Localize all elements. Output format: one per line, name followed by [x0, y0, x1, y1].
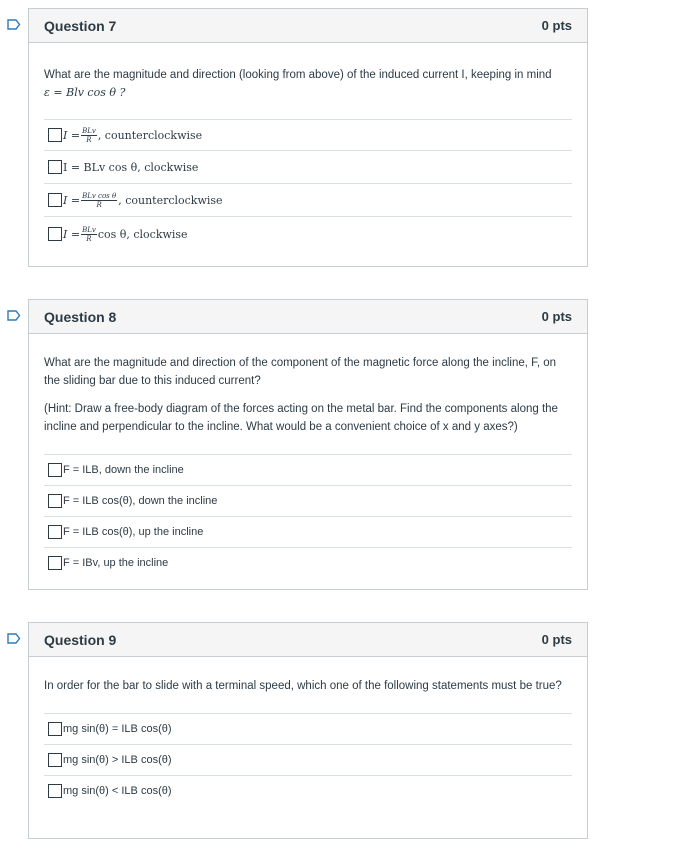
- question-9: [28, 622, 588, 839]
- answer-checkbox[interactable]: [48, 193, 62, 207]
- fraction-denominator: R: [96, 200, 102, 209]
- answer-checkbox[interactable]: [48, 160, 62, 174]
- answer-option[interactable]: [44, 454, 572, 485]
- answer-checkbox[interactable]: [48, 525, 62, 539]
- answer-rest: , counterclockwise: [118, 193, 223, 207]
- answer-lhs: I =: [63, 227, 81, 241]
- question-points: 0 pts: [541, 18, 572, 33]
- question-7: [28, 8, 588, 267]
- question-text: What are the magnitude and direction (looking from above) of the induced current I, keeping in mind: [44, 69, 552, 81]
- question-header: [29, 623, 587, 657]
- answer-option[interactable]: [44, 183, 572, 216]
- fraction-numerator: BLv: [82, 126, 96, 135]
- question-title: Question 8: [44, 308, 117, 325]
- answer-option[interactable]: [44, 775, 572, 806]
- flag-question-8-icon[interactable]: [7, 310, 21, 321]
- answer-option[interactable]: [44, 485, 572, 516]
- fraction-denominator: R: [86, 135, 92, 144]
- answer-label: I = BLv cos θ, clockwise: [63, 160, 199, 174]
- answer-label: mg sin(θ) = ILB cos(θ): [63, 723, 172, 735]
- answer-label: F = ILB, down the incline: [63, 464, 184, 476]
- answer-checkbox[interactable]: [48, 463, 62, 477]
- question-formula: ε = Blv cos θ ?: [44, 86, 126, 99]
- question-header: [29, 9, 587, 43]
- question-title: Question 7: [44, 17, 117, 34]
- answer-checkbox[interactable]: [48, 753, 62, 767]
- answer-checkbox[interactable]: [48, 722, 62, 736]
- question-title: Question 9: [44, 631, 117, 648]
- flag-question-7-icon[interactable]: [7, 19, 21, 30]
- answer-checkbox[interactable]: [48, 494, 62, 508]
- answer-option[interactable]: [44, 216, 572, 251]
- answer-label: mg sin(θ) > ILB cos(θ): [63, 754, 172, 766]
- question-text: What are the magnitude and direction of the component of the magnetic force along the incline, F, on the sliding bar due to this induced current?: [44, 357, 557, 387]
- answer-lhs: I =: [63, 128, 81, 142]
- question-hint: (Hint: Draw a free-body diagram of the forces acting on the metal bar. Find the components along the incline and perpendicular to the incline. What would be a convenient choice of x and y axes?): [44, 403, 558, 433]
- question-text: In order for the bar to slide with a terminal speed, which one of the following statements must be true?: [44, 680, 562, 692]
- answer-checkbox[interactable]: [48, 784, 62, 798]
- answer-lhs: I =: [63, 193, 81, 207]
- fraction-numerator: BLv: [82, 225, 96, 234]
- answer-rest: cos θ, clockwise: [97, 227, 188, 241]
- answer-label: F = ILB cos(θ), up the incline: [63, 526, 204, 538]
- answer-option[interactable]: [44, 516, 572, 547]
- answer-checkbox[interactable]: [48, 227, 62, 241]
- answer-option[interactable]: [44, 150, 572, 183]
- answer-option[interactable]: [44, 547, 572, 578]
- answer-checkbox[interactable]: [48, 556, 62, 570]
- answer-label: mg sin(θ) < ILB cos(θ): [63, 785, 172, 797]
- answer-rest: , counterclockwise: [97, 128, 203, 142]
- question-points: 0 pts: [541, 309, 572, 324]
- fraction-numerator: BLv cos θ: [82, 191, 117, 200]
- answer-checkbox[interactable]: [48, 128, 62, 142]
- question-header: [29, 300, 587, 334]
- question-8: [28, 299, 588, 590]
- fraction-denominator: R: [86, 234, 92, 243]
- answer-label: F = ILB cos(θ), down the incline: [63, 495, 218, 507]
- answer-label: F = IBv, up the incline: [63, 557, 169, 569]
- answer-option[interactable]: [44, 119, 572, 150]
- answer-option[interactable]: [44, 713, 572, 744]
- answer-option[interactable]: [44, 744, 572, 775]
- question-points: 0 pts: [541, 632, 572, 647]
- flag-question-9-icon[interactable]: [7, 633, 21, 644]
